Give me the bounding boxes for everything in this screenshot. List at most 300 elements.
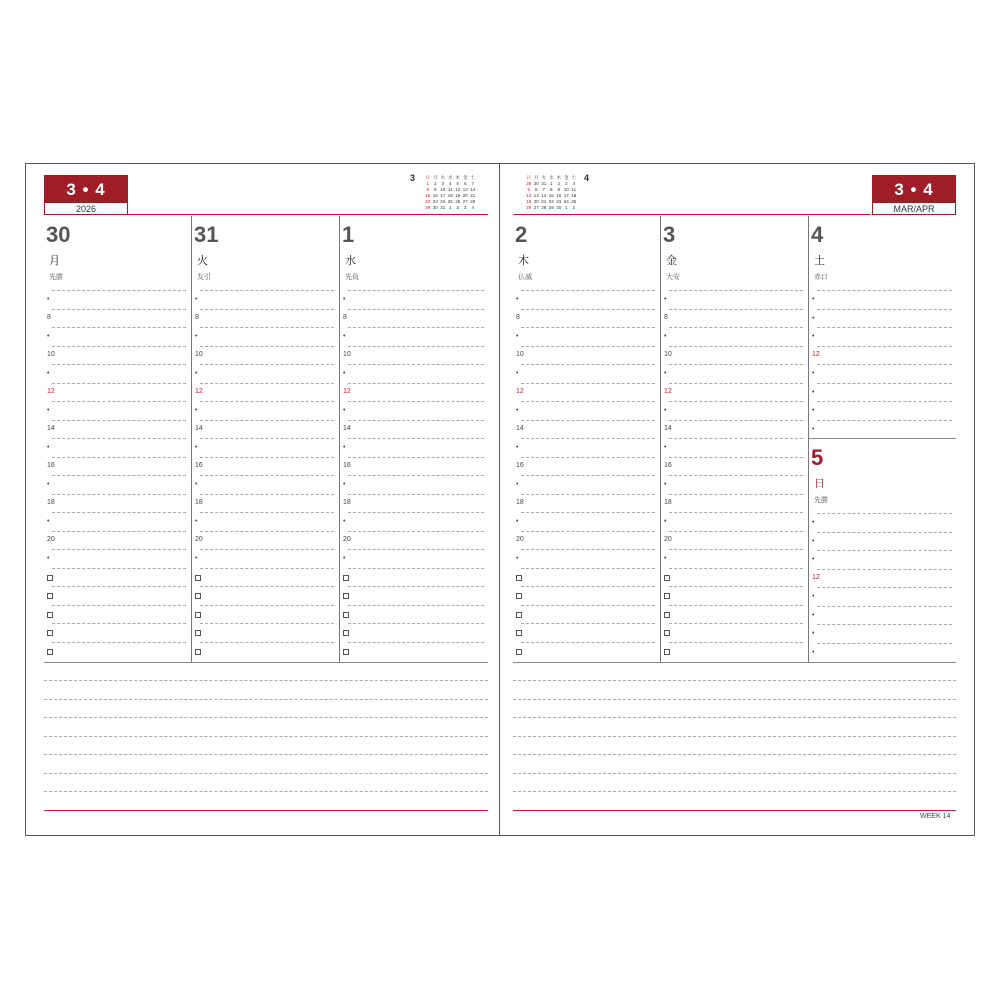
bullet-dot: •: [664, 370, 667, 377]
calendar-day: 17: [563, 193, 569, 198]
entry-line: [817, 643, 952, 644]
weekday-header: 金: [564, 175, 569, 180]
calendar-day: 2: [572, 205, 575, 210]
calendar-day: 30: [432, 205, 438, 210]
calendar-day: 4: [448, 181, 452, 186]
bullet-dot: •: [343, 370, 346, 377]
calendar-day: 23: [432, 199, 438, 204]
entry-line: [521, 568, 655, 569]
entry-line: [817, 290, 952, 291]
hour-label: 20: [195, 535, 203, 543]
entry-line: [521, 401, 655, 402]
day-31-rokuyo: 友引: [197, 274, 211, 281]
hour-label: 8: [195, 313, 199, 321]
entry-line: [52, 364, 186, 365]
calendar-day: 13: [462, 187, 468, 192]
hour-label: 14: [516, 424, 524, 432]
calendar-day: 11: [571, 187, 577, 192]
entry-line: [348, 364, 484, 365]
calendar-day: 14: [541, 193, 547, 198]
notes-line: [44, 699, 488, 700]
entry-line: [669, 420, 803, 421]
mini-calendar-march-label: 3: [410, 173, 416, 183]
bullet-dot: •: [516, 444, 519, 451]
bullet-dot: •: [812, 519, 815, 526]
bullet-dot: •: [343, 333, 346, 340]
calendar-day: 16: [556, 193, 562, 198]
notes-line: [513, 699, 956, 700]
checkbox: [516, 649, 522, 655]
entry-line: [52, 420, 186, 421]
hour-label: 18: [195, 498, 203, 506]
bullet-dot: •: [195, 518, 198, 525]
hour-label: 12: [664, 387, 672, 395]
entry-line: [52, 290, 186, 291]
left-header-rule: [128, 214, 488, 215]
entry-line: [348, 605, 484, 606]
entry-line: [52, 512, 186, 513]
calendar-day: 9: [433, 187, 437, 192]
bullet-dot: •: [516, 518, 519, 525]
bullet-dot: •: [812, 648, 815, 656]
checkbox: [195, 593, 201, 599]
checkbox: [664, 593, 670, 599]
calendar-day: 31: [440, 205, 446, 210]
weekday-header: 日: [425, 175, 430, 180]
day-5-weekday: 日: [814, 478, 825, 490]
calendar-day: 14: [470, 187, 476, 192]
entry-line: [669, 494, 803, 495]
notes-line: [44, 736, 488, 737]
bullet-dot: •: [812, 537, 815, 545]
entry-line: [200, 327, 334, 328]
calendar-day: 1: [549, 181, 553, 186]
bullet-dot: •: [516, 555, 519, 562]
weekday-header: 日: [526, 175, 531, 180]
day-2-weekday: 木: [518, 255, 529, 267]
calendar-day: 29: [548, 205, 554, 210]
calendar-day: 20: [462, 193, 468, 198]
entry-line: [200, 438, 334, 439]
entry-line: [521, 531, 655, 532]
mini-calendar-april: [525, 175, 578, 211]
notes-line: [44, 680, 488, 681]
hour-label: 16: [664, 461, 672, 469]
calendar-day: 3: [463, 205, 467, 210]
entry-line: [52, 401, 186, 402]
calendar-day: 5: [456, 181, 459, 186]
entry-line: [521, 549, 655, 550]
bullet-dot: •: [47, 407, 50, 414]
hour-label: 16: [47, 461, 55, 469]
entry-line: [348, 457, 484, 458]
day-31-number: 31: [194, 222, 219, 247]
calendar-day: 29: [425, 205, 431, 210]
calendar-day: 2: [557, 181, 560, 186]
bullet-dot: •: [812, 370, 815, 377]
entry-line: [817, 513, 952, 514]
weekday-header: 月: [534, 175, 539, 180]
entry-line: [817, 606, 952, 607]
checkbox: [47, 593, 53, 599]
day-31-weekday: 火: [197, 255, 208, 267]
calendar-day: 8: [426, 187, 429, 192]
calendar-day: 25: [447, 199, 453, 204]
hour-label: 8: [343, 313, 347, 321]
weekend-divider: [809, 438, 956, 439]
hour-label: 10: [664, 350, 672, 358]
entry-line: [669, 512, 803, 513]
bullet-dot: •: [812, 593, 815, 600]
calendar-day: 21: [541, 199, 547, 204]
entry-line: [348, 309, 484, 310]
calendar-day: 21: [470, 193, 476, 198]
calendar-day: 4: [471, 205, 474, 210]
entry-line: [817, 624, 952, 625]
hour-label: 14: [195, 424, 203, 432]
hour-label: 10: [343, 350, 351, 358]
calendar-day: 30: [556, 205, 562, 210]
mini-calendar-march: [424, 175, 477, 211]
checkbox: [664, 630, 670, 636]
entry-line: [200, 642, 334, 643]
entry-line: [817, 587, 952, 588]
entry-line: [200, 420, 334, 421]
day-30-number: 30: [46, 222, 71, 247]
weekday-header: 土: [571, 175, 576, 180]
bullet-dot: •: [516, 407, 519, 414]
hour-label: 16: [516, 461, 524, 469]
entry-line: [669, 568, 803, 569]
entry-line: [669, 642, 803, 643]
bullet-dot: •: [47, 481, 50, 488]
checkbox: [343, 649, 349, 655]
entry-line: [348, 623, 484, 624]
day-2-number: 2: [515, 222, 528, 247]
notes-line: [44, 754, 488, 755]
weekday-header: 月: [433, 175, 438, 180]
calendar-day: 6: [534, 187, 538, 192]
hour-label: 20: [664, 535, 672, 543]
bullet-dot: •: [516, 333, 519, 340]
entry-line: [669, 549, 803, 550]
entry-line: [669, 364, 803, 365]
bullet-dot: •: [47, 444, 50, 451]
entry-line: [52, 605, 186, 606]
month-range: 3 • 4: [873, 176, 955, 203]
bullet-dot: •: [47, 333, 50, 340]
notes-line: [513, 773, 956, 774]
calendar-day: 1: [426, 181, 429, 186]
calendar-day: 26: [526, 205, 532, 210]
hour-label: 18: [47, 498, 55, 506]
calendar-day: 1: [448, 205, 452, 210]
calendar-day: 1: [564, 205, 568, 210]
entry-line: [669, 586, 803, 587]
entry-line: [669, 475, 803, 476]
calendar-day: 26: [455, 199, 461, 204]
entry-line: [348, 475, 484, 476]
column-divider: [808, 216, 809, 662]
weekday-header: 水: [448, 175, 453, 180]
entry-line: [52, 568, 186, 569]
checkbox: [47, 575, 53, 581]
calendar-day: 7: [542, 187, 545, 192]
hour-label: 10: [195, 350, 203, 358]
calendar-day: 18: [571, 193, 577, 198]
entry-line: [817, 346, 952, 347]
hour-label: 8: [47, 313, 51, 321]
entry-line: [52, 475, 186, 476]
mini-calendar-april-label: 4: [584, 173, 590, 183]
hour-label: 14: [343, 424, 351, 432]
column-divider: [339, 216, 340, 662]
hour-label: 12: [47, 387, 55, 395]
hour-label: 18: [343, 498, 351, 506]
weekday-header: 木: [455, 175, 460, 180]
entry-line: [521, 346, 655, 347]
bullet-dot: •: [664, 407, 667, 414]
notes-line: [44, 717, 488, 718]
calendar-day: 22: [548, 199, 554, 204]
bullet-dot: •: [516, 481, 519, 488]
calendar-day: 10: [440, 187, 446, 192]
calendar-day: 28: [470, 199, 476, 204]
entry-line: [200, 364, 334, 365]
entry-line: [817, 383, 952, 384]
column-divider: [660, 216, 661, 662]
calendar-day: 17: [440, 193, 446, 198]
hour-label: 18: [516, 498, 524, 506]
calendar-day: 28: [541, 205, 547, 210]
left-month-box: [44, 175, 128, 215]
checkbox: [47, 630, 53, 636]
entry-line: [521, 475, 655, 476]
bullet-dot: •: [664, 518, 667, 525]
right-footer-rule: [513, 810, 956, 811]
entry-line: [521, 438, 655, 439]
entry-line: [200, 290, 334, 291]
bullet-dot: •: [664, 444, 667, 451]
bullet-dot: •: [664, 296, 667, 303]
bullet-dot: •: [664, 555, 667, 562]
day-5-number: 5: [811, 445, 824, 470]
entry-line: [817, 420, 952, 421]
calendar-day: 13: [533, 193, 539, 198]
entry-line: [348, 512, 484, 513]
calendar-day: 24: [563, 199, 569, 204]
checkbox: [664, 612, 670, 618]
checkbox: [195, 575, 201, 581]
entry-line: [200, 549, 334, 550]
entry-line: [521, 364, 655, 365]
bullet-dot: •: [664, 333, 667, 340]
entry-line: [200, 512, 334, 513]
bullet-dot: •: [195, 333, 198, 340]
entry-line: [200, 457, 334, 458]
entry-line: [669, 605, 803, 606]
bullet-dot: •: [664, 481, 667, 488]
entry-line: [669, 346, 803, 347]
entry-line: [52, 642, 186, 643]
entry-line: [348, 346, 484, 347]
entry-line: [348, 420, 484, 421]
checkbox: [516, 630, 522, 636]
entry-line: [200, 531, 334, 532]
entry-line: [521, 605, 655, 606]
bullet-dot: •: [195, 296, 198, 303]
entry-line: [348, 327, 484, 328]
calendar-day: 2: [456, 205, 459, 210]
entry-line: [52, 457, 186, 458]
grid-bottom-rule: [44, 662, 488, 663]
bullet-dot: •: [195, 555, 198, 562]
hour-label: 12: [343, 387, 351, 395]
entry-line: [669, 309, 803, 310]
hour-label: 12: [812, 350, 820, 358]
entry-line: [669, 531, 803, 532]
bullet-dot: •: [47, 555, 50, 562]
calendar-day: 6: [463, 181, 467, 186]
notes-line: [44, 773, 488, 774]
notes-line: [513, 736, 956, 737]
bullet-dot: •: [812, 314, 815, 322]
checkbox: [343, 593, 349, 599]
entry-line: [52, 623, 186, 624]
checkbox: [343, 575, 349, 581]
entry-line: [52, 383, 186, 384]
entry-line: [669, 383, 803, 384]
entry-line: [52, 438, 186, 439]
weekday-header: 金: [463, 175, 468, 180]
bullet-dot: •: [195, 444, 198, 451]
calendar-day: 15: [425, 193, 431, 198]
calendar-day: 8: [549, 187, 553, 192]
calendar-day: 22: [425, 199, 431, 204]
month-subtitle: MAR/APR: [893, 204, 935, 214]
day-2-rokuyo: 仏滅: [518, 274, 532, 281]
calendar-day: 3: [441, 181, 444, 186]
bullet-dot: •: [195, 407, 198, 414]
grid-bottom-rule: [513, 662, 956, 663]
day-1-number: 1: [342, 222, 355, 247]
hour-label: 20: [343, 535, 351, 543]
bullet-dot: •: [47, 370, 50, 377]
entry-line: [200, 568, 334, 569]
entry-line: [348, 549, 484, 550]
hour-label: 12: [516, 387, 524, 395]
bullet-dot: •: [812, 556, 815, 563]
entry-line: [348, 383, 484, 384]
column-divider: [191, 216, 192, 662]
entry-line: [817, 550, 952, 551]
bullet-dot: •: [343, 296, 346, 303]
entry-line: [200, 475, 334, 476]
bullet-dot: •: [343, 444, 346, 451]
notes-line: [513, 791, 956, 792]
hour-label: 14: [47, 424, 55, 432]
day-30-weekday: 月: [49, 255, 60, 267]
entry-line: [521, 512, 655, 513]
hour-label: 12: [195, 387, 203, 395]
checkbox: [664, 575, 670, 581]
hour-label: 16: [195, 461, 203, 469]
entry-line: [200, 623, 334, 624]
hour-label: 8: [664, 313, 668, 321]
hour-label: 14: [664, 424, 672, 432]
hour-label: 16: [343, 461, 351, 469]
calendar-day: 30: [533, 181, 539, 186]
entry-line: [52, 327, 186, 328]
bullet-dot: •: [195, 481, 198, 488]
entry-line: [200, 309, 334, 310]
right-header-rule: [513, 214, 871, 215]
entry-line: [669, 623, 803, 624]
day-1-weekday: 水: [345, 255, 356, 267]
bullet-dot: •: [47, 518, 50, 525]
hour-label: 10: [47, 350, 55, 358]
entry-line: [52, 586, 186, 587]
bullet-dot: •: [47, 296, 50, 303]
calendar-day: 16: [432, 193, 438, 198]
entry-line: [521, 494, 655, 495]
calendar-day: 18: [447, 193, 453, 198]
day-1-rokuyo: 先負: [345, 274, 359, 281]
entry-line: [200, 586, 334, 587]
entry-line: [521, 623, 655, 624]
entry-line: [52, 309, 186, 310]
entry-line: [200, 494, 334, 495]
entry-line: [348, 531, 484, 532]
day-3-weekday: 金: [666, 255, 677, 267]
weekday-header: 土: [470, 175, 475, 180]
calendar-day: 12: [526, 193, 532, 198]
bullet-dot: •: [195, 370, 198, 377]
right-month-box: [872, 175, 956, 215]
entry-line: [521, 642, 655, 643]
entry-line: [52, 549, 186, 550]
left-footer-rule: [44, 810, 488, 811]
entry-line: [52, 346, 186, 347]
entry-line: [348, 586, 484, 587]
notes-line: [513, 717, 956, 718]
entry-line: [521, 457, 655, 458]
calendar-day: 25: [571, 199, 577, 204]
bullet-dot: •: [343, 481, 346, 488]
notes-line: [513, 680, 956, 681]
calendar-day: 2: [433, 181, 437, 186]
checkbox: [195, 649, 201, 655]
bullet-dot: •: [516, 370, 519, 377]
checkbox: [195, 612, 201, 618]
bullet-dot: •: [343, 518, 346, 525]
calendar-day: 29: [526, 181, 532, 186]
notes-line: [44, 791, 488, 792]
calendar-day: 31: [541, 181, 547, 186]
entry-line: [669, 401, 803, 402]
day-3-rokuyo: 大安: [666, 274, 680, 281]
bullet-dot: •: [812, 407, 815, 414]
entry-line: [348, 438, 484, 439]
calendar-day: 20: [533, 199, 539, 204]
calendar-day: 27: [462, 199, 468, 204]
entry-line: [817, 364, 952, 365]
entry-line: [348, 494, 484, 495]
weekday-header: 水: [549, 175, 554, 180]
calendar-day: 19: [526, 199, 532, 204]
month-range: 3 • 4: [45, 176, 127, 203]
bullet-dot: •: [343, 555, 346, 562]
